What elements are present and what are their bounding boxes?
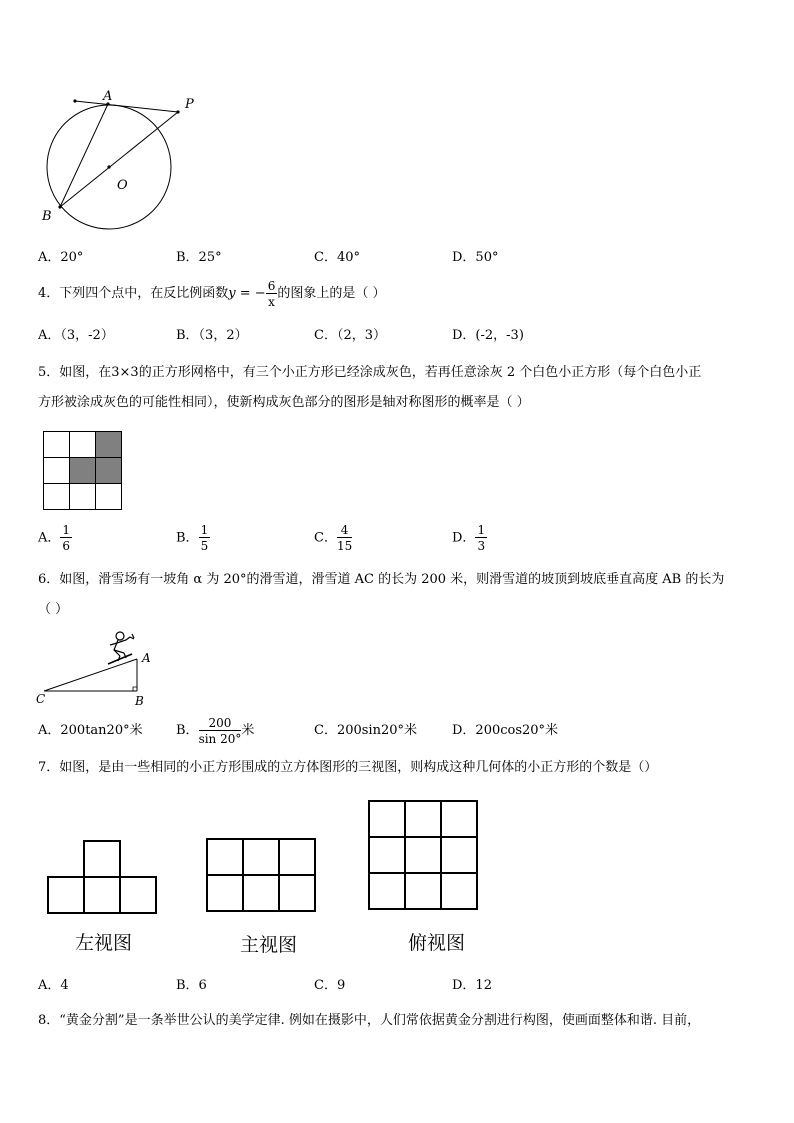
q5-stem-line2: 方形被涂成灰色的可能性相同），使新构成灰色部分的图形是轴对称图形的概率是（ ） xyxy=(38,395,530,410)
frac-den: 15 xyxy=(336,539,353,553)
q3-option-c[interactable]: C．40° xyxy=(314,250,360,265)
q4-stem xyxy=(38,276,385,312)
q6-option-b[interactable] xyxy=(176,711,254,751)
q6-option-c[interactable]: C．200sin20°米 xyxy=(314,723,418,738)
label-a: A xyxy=(103,90,113,104)
q4-option-b[interactable]: B．（3，2） xyxy=(176,328,248,343)
grid-cell xyxy=(44,484,70,510)
grid-cell xyxy=(70,432,96,458)
q6-stem-line1: 6．如图，滑雪场有一坡角 α 为 20°的滑雪道，滑雪道 AC 的长为 200 米，则滑雪道的坡顶到坡底垂直高度 AB 的长为 xyxy=(38,572,725,587)
q5-option-c-frac xyxy=(337,524,352,552)
q5-grid-3x3 xyxy=(43,431,122,510)
grid-cell xyxy=(70,484,96,510)
frac-num: 1 xyxy=(477,523,486,537)
frac-num: 1 xyxy=(62,523,71,537)
circle-tangent-figure xyxy=(36,90,206,230)
left-view xyxy=(48,841,156,913)
three-views-figure xyxy=(40,795,490,965)
q7-option-a[interactable]: A．4 xyxy=(38,978,69,993)
q6-option-d[interactable]: D．200cos20°米 xyxy=(452,723,559,738)
q4-stem-after: 的图象上的是（ ） xyxy=(277,286,386,301)
ski-slope-figure xyxy=(34,628,159,708)
q4-fraction xyxy=(266,280,278,308)
q6-option-b-frac xyxy=(199,717,242,745)
q4-frac-num: 6 xyxy=(267,278,276,293)
q4-func-lhs: y = − xyxy=(228,286,266,301)
q3-option-a[interactable]: A．20° xyxy=(38,250,84,265)
frac-den: 6 xyxy=(62,539,71,553)
q8-stem-line1: 8．“黄金分割”是一条举世公认的美学定律. 例如在摄影中，人们常依据黄金分割进行构图，使画面整体和谐. 目前， xyxy=(38,1013,701,1028)
top-view xyxy=(369,801,477,909)
q5-option-d-label: D． xyxy=(452,530,476,546)
q3-option-d[interactable]: D．50° xyxy=(452,250,499,265)
q7-option-b[interactable]: B．6 xyxy=(176,978,207,993)
q7-option-d[interactable]: D．12 xyxy=(452,978,492,993)
q5-option-b-label: B． xyxy=(176,530,199,546)
q4-option-a[interactable]: A．（3，-2） xyxy=(38,328,114,343)
frac-den: 5 xyxy=(200,539,209,553)
caption-left-view: 左视图 xyxy=(75,932,133,954)
point-p-dot xyxy=(176,110,179,113)
grid-cell-gray xyxy=(96,432,122,458)
label-p: P xyxy=(185,97,194,112)
q3-option-b[interactable]: B．25° xyxy=(176,250,222,265)
q5-option-a-frac xyxy=(60,524,72,552)
grid-cell xyxy=(96,484,122,510)
q4-option-d[interactable]: D．(-2，-3) xyxy=(452,328,524,343)
q7-option-c[interactable]: C．9 xyxy=(314,978,346,993)
center-o-dot xyxy=(107,165,110,168)
label-b: B xyxy=(135,694,144,708)
slope-ac xyxy=(44,659,137,691)
label-a: A xyxy=(142,651,151,665)
q5-option-d[interactable] xyxy=(452,524,487,552)
q6-option-b-unit: 米 xyxy=(241,723,255,738)
tangent-line xyxy=(75,101,178,112)
q4-frac-den: x xyxy=(268,294,275,309)
q6-stem-line2: （ ） xyxy=(38,602,69,617)
q4-stem-before: 4．下列四个点中，在反比例函数 xyxy=(38,286,229,301)
right-angle-mark xyxy=(133,687,137,691)
q4-option-c[interactable]: C．（2，3） xyxy=(314,328,386,343)
grid-cell xyxy=(44,432,70,458)
label-b: B xyxy=(42,209,52,224)
frac-num: 1 xyxy=(200,523,209,537)
chord-ab xyxy=(60,104,108,207)
point-b-dot xyxy=(58,205,61,208)
grid-cell-gray xyxy=(96,458,122,484)
q5-option-a-label: A． xyxy=(38,530,61,546)
q5-option-d-frac xyxy=(475,524,487,552)
front-view xyxy=(207,839,315,911)
q6-option-a[interactable]: A．200tan20°米 xyxy=(38,723,143,738)
q5-option-a[interactable] xyxy=(38,524,72,552)
frac-den: sin 20° xyxy=(198,731,242,746)
q5-option-c[interactable] xyxy=(314,524,352,552)
skier-icon xyxy=(108,632,134,664)
q7-stem: 7．如图，是由一些相同的小正方形围成的立方体图形的三视图，则构成这种几何体的小正方形的个数是（） xyxy=(38,760,658,775)
q5-option-c-label: C． xyxy=(314,530,337,546)
tangent-end-dot xyxy=(73,99,76,102)
label-c: C xyxy=(36,692,46,706)
frac-num: 200 xyxy=(199,717,242,731)
label-o: O xyxy=(117,178,128,193)
frac-den: 3 xyxy=(477,539,486,553)
q5-option-b[interactable] xyxy=(176,524,210,552)
q5-option-b-frac xyxy=(199,524,211,552)
caption-top-view: 俯视图 xyxy=(408,932,466,954)
caption-front-view: 主视图 xyxy=(240,934,298,956)
frac-num: 4 xyxy=(337,524,352,538)
grid-cell xyxy=(44,458,70,484)
q5-stem-line1: 5．如图，在3×3的正方形网格中，有三个小正方形已经涂成灰色，若再任意涂灰 2 个白色小正方形（每个白色小正 xyxy=(38,365,702,380)
grid-cell-gray xyxy=(70,458,96,484)
q6-option-b-label: B． xyxy=(176,723,199,738)
